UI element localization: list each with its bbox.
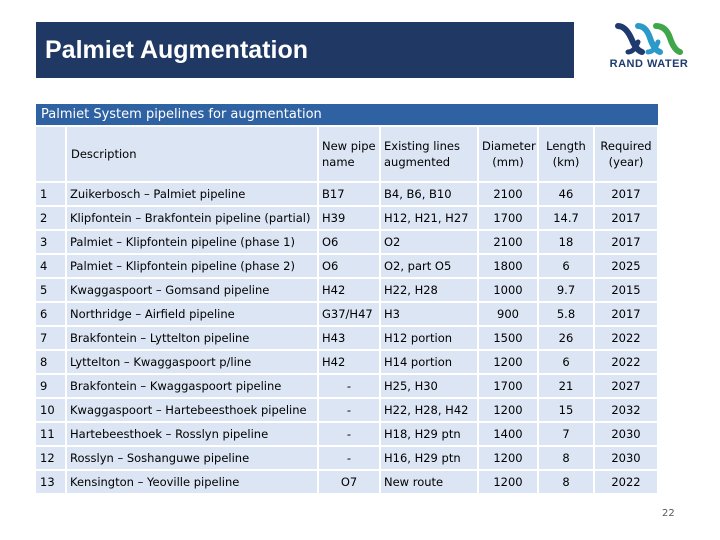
header-existing-lines: Existing lines augmented: [380, 127, 478, 182]
row-required-year: 2017: [594, 230, 658, 254]
row-description: Palmiet – Klipfontein pipeline (phase 1): [66, 230, 318, 254]
header-pipe-name: New pipe name: [318, 127, 380, 182]
row-pipe-name: H42: [318, 350, 380, 374]
row-existing-lines: H18, H29 ptn: [380, 422, 478, 446]
row-pipe-name: G37/H47: [318, 302, 380, 326]
row-description: Northridge – Airfield pipeline: [66, 302, 318, 326]
row-length: 14.7: [538, 206, 594, 230]
row-length: 46: [538, 182, 594, 206]
row-description: Kensington – Yeoville pipeline: [66, 470, 318, 494]
row-length: 8: [538, 446, 594, 470]
row-description: Klipfontein – Brakfontein pipeline (partial): [66, 206, 318, 230]
row-description: Lyttelton – Kwaggaspoort p/line: [66, 350, 318, 374]
row-number: 2: [36, 206, 66, 230]
row-pipe-name: O7: [318, 470, 380, 494]
table-row: [36, 206, 658, 230]
table-row: [36, 350, 658, 374]
row-number: 11: [36, 422, 66, 446]
row-pipe-name: -: [318, 422, 380, 446]
row-required-year: 2017: [594, 302, 658, 326]
row-diameter: 1200: [478, 350, 538, 374]
row-number: 4: [36, 254, 66, 278]
row-required-year: 2022: [594, 326, 658, 350]
row-number: 9: [36, 374, 66, 398]
header-num: [36, 127, 66, 182]
row-required-year: 2017: [594, 182, 658, 206]
row-diameter: 1700: [478, 206, 538, 230]
row-existing-lines: H22, H28, H42: [380, 398, 478, 422]
row-pipe-name: B17: [318, 182, 380, 206]
table-row: [36, 326, 658, 350]
row-number: 7: [36, 326, 66, 350]
row-existing-lines: O2, part O5: [380, 254, 478, 278]
table-row: [36, 278, 658, 302]
header-description: Description: [66, 127, 318, 182]
row-existing-lines: New route: [380, 470, 478, 494]
row-description: Kwaggaspoort – Hartebeesthoek pipeline: [66, 398, 318, 422]
row-number: 8: [36, 350, 66, 374]
row-pipe-name: -: [318, 446, 380, 470]
row-existing-lines: H12 portion: [380, 326, 478, 350]
row-length: 26: [538, 326, 594, 350]
row-required-year: 2027: [594, 374, 658, 398]
row-existing-lines: B4, B6, B10: [380, 182, 478, 206]
row-length: 6: [538, 254, 594, 278]
row-required-year: 2015: [594, 278, 658, 302]
row-diameter: 2100: [478, 230, 538, 254]
table-row: [36, 470, 658, 494]
row-diameter: 1800: [478, 254, 538, 278]
row-required-year: 2025: [594, 254, 658, 278]
rand-water-logo-icon: [604, 22, 694, 58]
slide-title: Palmiet Augmentation: [45, 36, 308, 64]
table-row: [36, 446, 658, 470]
row-required-year: 2032: [594, 398, 658, 422]
row-length: 6: [538, 350, 594, 374]
row-diameter: 1400: [478, 422, 538, 446]
row-pipe-name: H42: [318, 278, 380, 302]
row-existing-lines: H16, H29 ptn: [380, 446, 478, 470]
row-length: 18: [538, 230, 594, 254]
row-length: 9.7: [538, 278, 594, 302]
row-diameter: 1700: [478, 374, 538, 398]
row-description: Brakfontein – Lyttelton pipeline: [66, 326, 318, 350]
row-description: Palmiet – Klipfontein pipeline (phase 2): [66, 254, 318, 278]
page-number: 22: [662, 508, 675, 519]
table-row: [36, 398, 658, 422]
row-description: Zuikerbosch – Palmiet pipeline: [66, 182, 318, 206]
pipelines-table: [36, 127, 659, 495]
row-number: 6: [36, 302, 66, 326]
row-length: 21: [538, 374, 594, 398]
table-row: [36, 374, 658, 398]
row-length: 5.8: [538, 302, 594, 326]
row-number: 12: [36, 446, 66, 470]
row-existing-lines: H12, H21, H27: [380, 206, 478, 230]
row-number: 5: [36, 278, 66, 302]
logo-text: RAND WATER: [609, 58, 689, 70]
row-number: 1: [36, 182, 66, 206]
row-required-year: 2030: [594, 422, 658, 446]
rand-water-logo: [604, 22, 694, 74]
row-pipe-name: H43: [318, 326, 380, 350]
row-diameter: 1200: [478, 470, 538, 494]
table-row: [36, 230, 658, 254]
row-length: 7: [538, 422, 594, 446]
row-pipe-name: -: [318, 398, 380, 422]
table-row: [36, 422, 658, 446]
row-diameter: 1200: [478, 446, 538, 470]
row-required-year: 2022: [594, 350, 658, 374]
header-length: Length (km): [538, 127, 594, 182]
table-header-row: [36, 127, 658, 182]
row-existing-lines: H22, H28: [380, 278, 478, 302]
row-required-year: 2022: [594, 470, 658, 494]
row-diameter: 1000: [478, 278, 538, 302]
row-diameter: 1200: [478, 398, 538, 422]
row-diameter: 2100: [478, 182, 538, 206]
row-number: 3: [36, 230, 66, 254]
row-existing-lines: O2: [380, 230, 478, 254]
slide-title-bar: [36, 22, 574, 78]
row-length: 15: [538, 398, 594, 422]
table-row: [36, 254, 658, 278]
row-existing-lines: H3: [380, 302, 478, 326]
row-number: 13: [36, 470, 66, 494]
table-row: [36, 302, 658, 326]
row-description: Hartebeesthoek – Rosslyn pipeline: [66, 422, 318, 446]
row-length: 8: [538, 470, 594, 494]
row-description: Rosslyn – Soshanguwe pipeline: [66, 446, 318, 470]
row-diameter: 900: [478, 302, 538, 326]
table-row: [36, 182, 658, 206]
row-required-year: 2017: [594, 206, 658, 230]
row-pipe-name: O6: [318, 254, 380, 278]
header-required: Required (year): [594, 127, 658, 182]
row-diameter: 1500: [478, 326, 538, 350]
row-required-year: 2030: [594, 446, 658, 470]
header-diameter: Diameter (mm): [478, 127, 538, 182]
row-description: Kwaggaspoort – Gomsand pipeline: [66, 278, 318, 302]
row-number: 10: [36, 398, 66, 422]
row-pipe-name: H39: [318, 206, 380, 230]
row-pipe-name: O6: [318, 230, 380, 254]
table-title: Palmiet System pipelines for augmentation: [36, 104, 658, 125]
row-pipe-name: -: [318, 374, 380, 398]
row-existing-lines: H25, H30: [380, 374, 478, 398]
row-existing-lines: H14 portion: [380, 350, 478, 374]
row-description: Brakfontein – Kwaggaspoort pipeline: [66, 374, 318, 398]
